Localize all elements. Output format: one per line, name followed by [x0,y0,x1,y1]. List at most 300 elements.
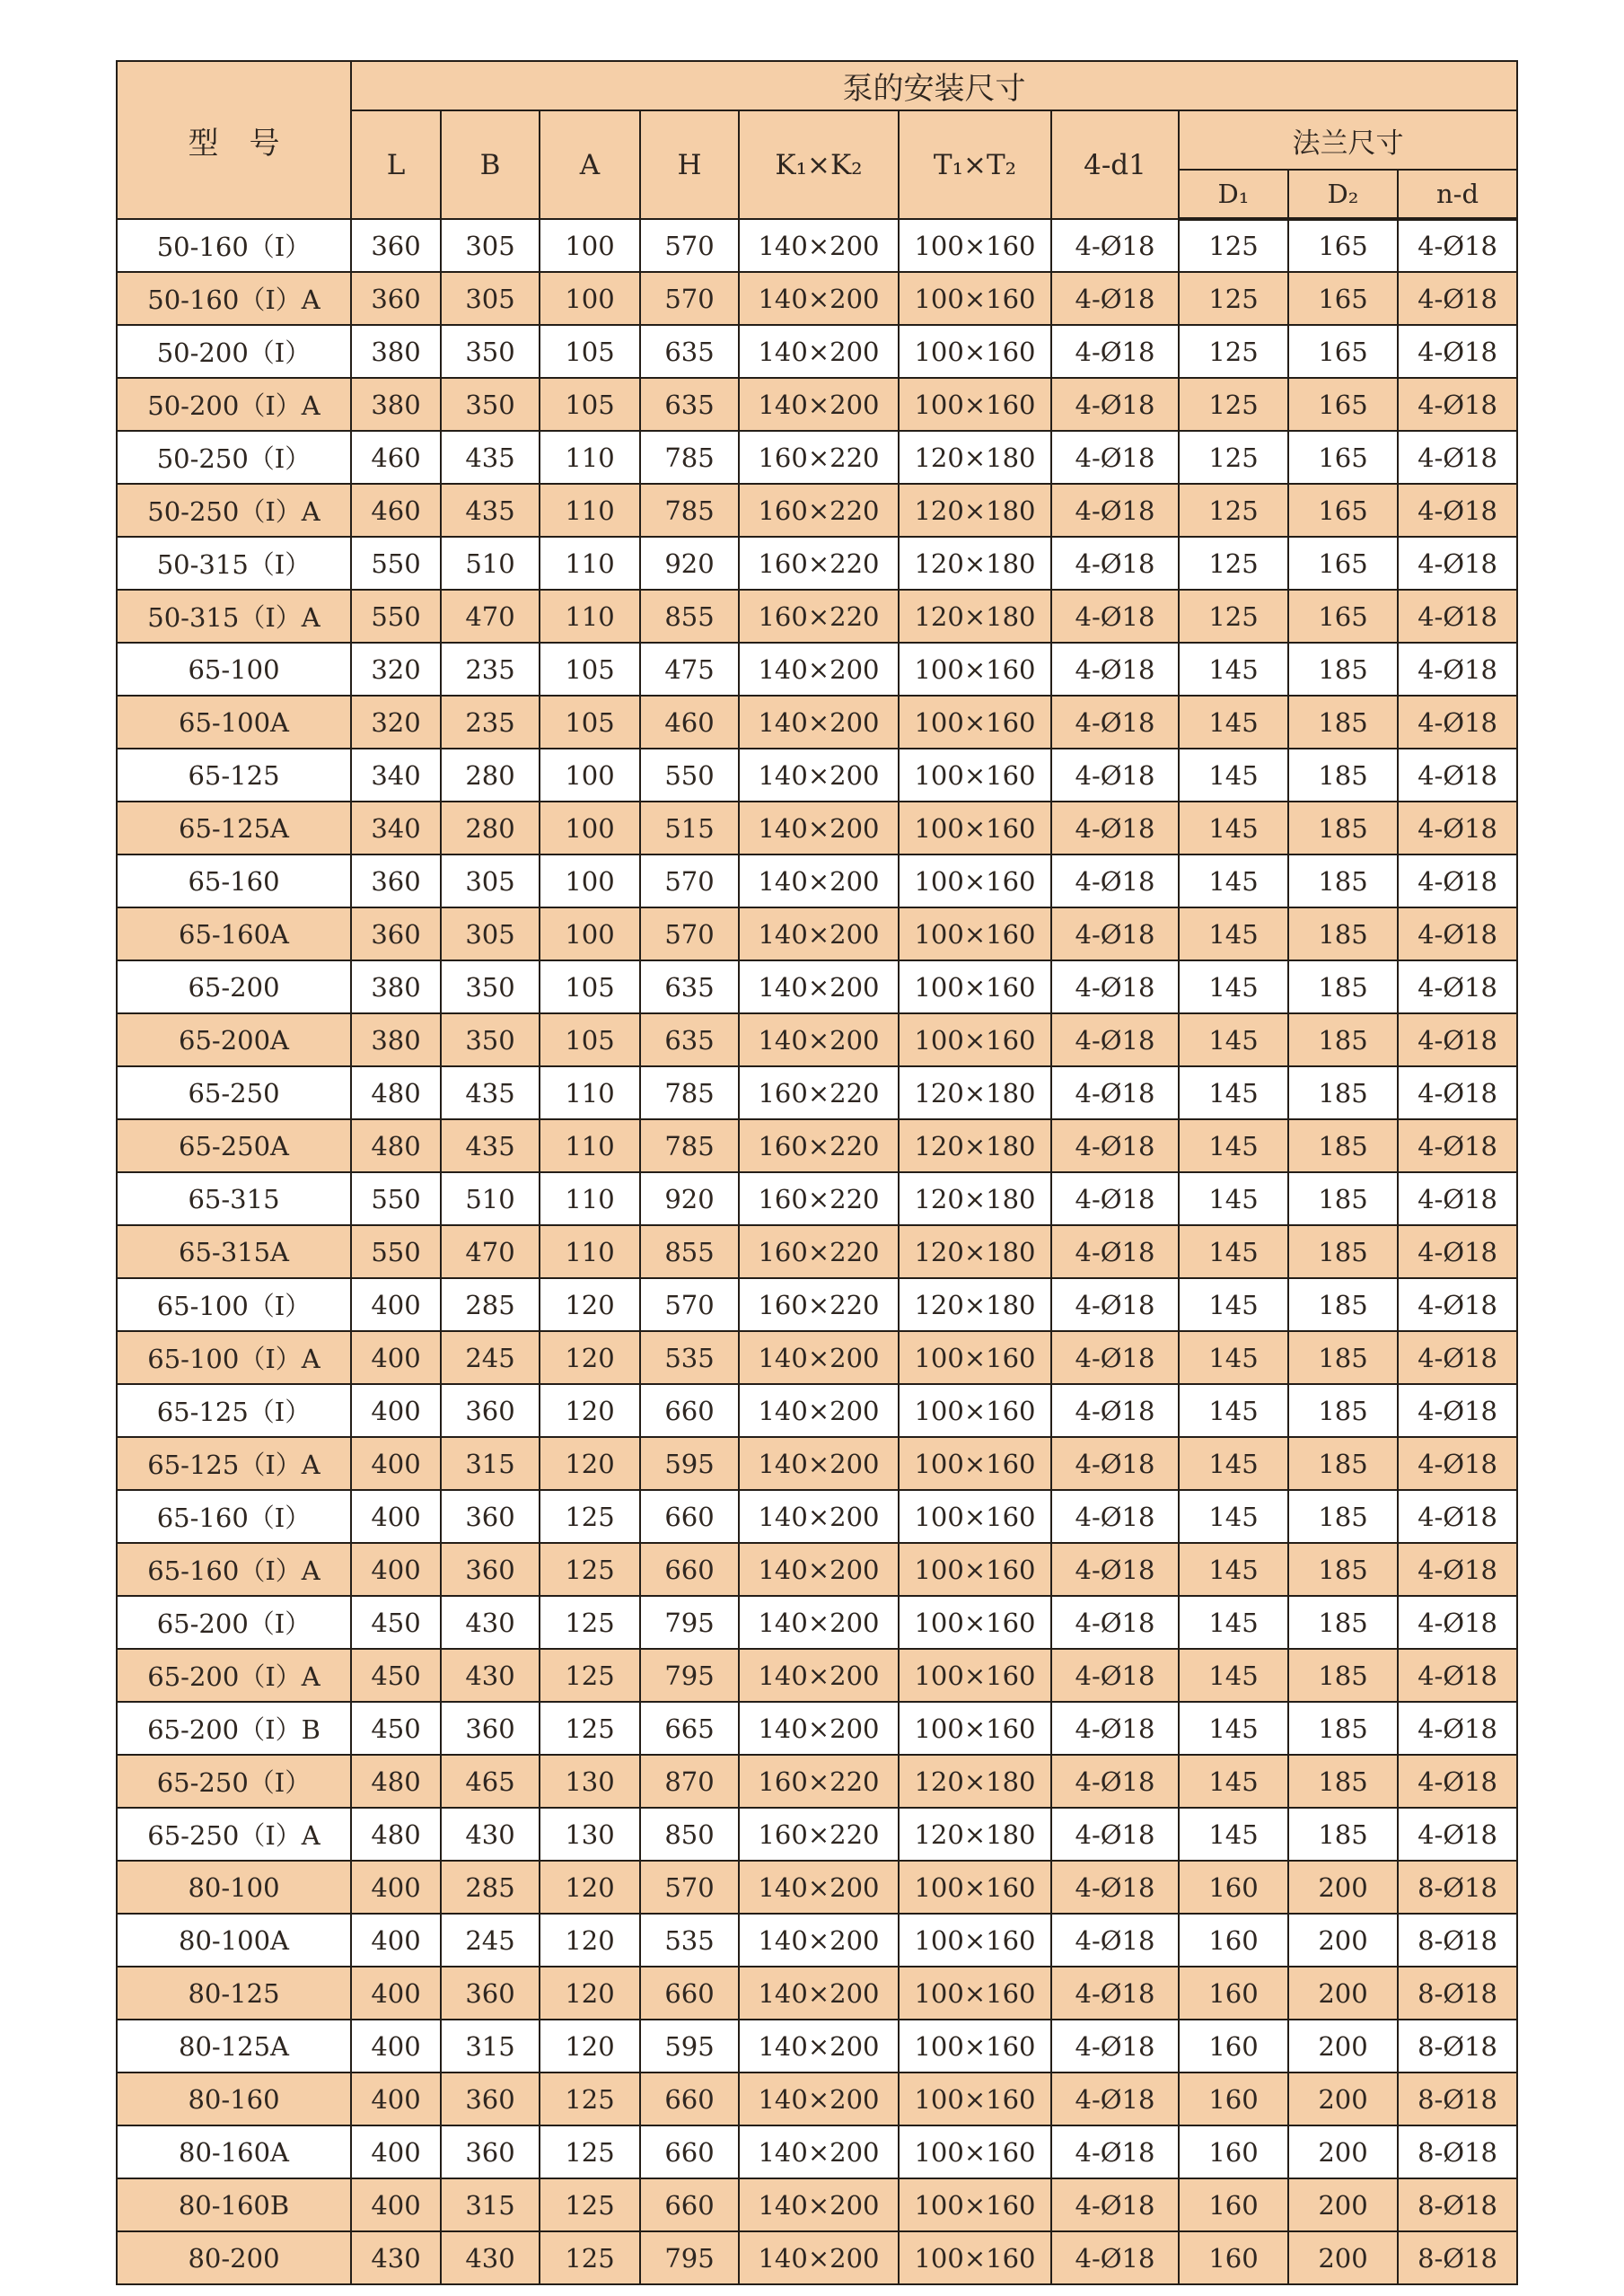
value-cell-T1xT2: 100×160 [899,2125,1051,2178]
value-cell-T1xT2: 100×160 [899,749,1051,802]
value-cell-T1xT2: 120×180 [899,537,1051,590]
value-cell-L: 550 [351,1225,441,1278]
value-cell-B: 235 [441,696,540,749]
model-cell: 65-100（I） [117,1278,351,1331]
value-cell-L: 550 [351,590,441,643]
value-cell-n-d: 4-Ø18 [1398,696,1517,749]
value-cell-B: 360 [441,1384,540,1437]
table-row [117,590,1517,643]
model-cell: 65-250（I） [117,1755,351,1808]
value-cell-n-d: 8-Ø18 [1398,2125,1517,2178]
value-cell-T1xT2: 100×160 [899,378,1051,431]
value-cell-L: 550 [351,1172,441,1225]
value-cell-H: 870 [640,1755,739,1808]
value-cell-D2: 200 [1288,2073,1398,2125]
table-row [117,1384,1517,1437]
model-cell: 80-200 [117,2231,351,2284]
model-cell: 65-125A [117,802,351,854]
model-cell: 65-160A [117,907,351,960]
value-cell-A: 125 [540,2231,640,2284]
value-cell-B: 285 [441,1278,540,1331]
table-row [117,431,1517,484]
value-cell-T1xT2: 100×160 [899,1914,1051,1967]
value-cell-4-d1: 4-Ø18 [1051,1755,1179,1808]
value-cell-D2: 185 [1288,1172,1398,1225]
value-cell-H: 475 [640,643,739,696]
table-row [117,2073,1517,2125]
model-cell: 65-100 [117,643,351,696]
value-cell-K1xK2: 140×200 [739,2178,899,2231]
table-row [117,484,1517,537]
value-cell-K1xK2: 140×200 [739,2073,899,2125]
value-cell-T1xT2: 100×160 [899,1861,1051,1914]
value-cell-B: 470 [441,590,540,643]
value-cell-4-d1: 4-Ø18 [1051,1437,1179,1490]
value-cell-K1xK2: 140×200 [739,696,899,749]
value-cell-K1xK2: 160×220 [739,1278,899,1331]
value-cell-D2: 185 [1288,1119,1398,1172]
value-cell-A: 105 [540,960,640,1013]
value-cell-H: 635 [640,1013,739,1066]
value-cell-B: 435 [441,484,540,537]
value-cell-D2: 200 [1288,1914,1398,1967]
value-cell-4-d1: 4-Ø18 [1051,272,1179,325]
value-cell-n-d: 4-Ø18 [1398,1596,1517,1649]
value-cell-A: 125 [540,2073,640,2125]
value-cell-K1xK2: 140×200 [739,272,899,325]
table-row [117,1808,1517,1861]
value-cell-T1xT2: 100×160 [899,854,1051,907]
value-cell-H: 570 [640,272,739,325]
value-cell-T1xT2: 120×180 [899,590,1051,643]
value-cell-4-d1: 4-Ø18 [1051,1490,1179,1543]
value-cell-n-d: 4-Ø18 [1398,802,1517,854]
value-cell-D1: 125 [1179,484,1288,537]
value-cell-B: 245 [441,1914,540,1967]
document-page [116,60,1518,2285]
value-cell-4-d1: 4-Ø18 [1051,2178,1179,2231]
model-cell: 65-100（I）A [117,1331,351,1384]
value-cell-D2: 200 [1288,2231,1398,2284]
value-cell-4-d1: 4-Ø18 [1051,1278,1179,1331]
value-cell-4-d1: 4-Ø18 [1051,696,1179,749]
table-row [117,2020,1517,2073]
value-cell-B: 360 [441,1543,540,1596]
value-cell-H: 550 [640,749,739,802]
value-cell-B: 360 [441,1967,540,2020]
value-cell-L: 360 [351,272,441,325]
value-cell-A: 125 [540,1596,640,1649]
value-cell-n-d: 4-Ø18 [1398,1278,1517,1331]
value-cell-D1: 145 [1179,1013,1288,1066]
value-cell-H: 660 [640,1967,739,2020]
value-cell-B: 470 [441,1225,540,1278]
model-cell: 50-250（I） [117,431,351,484]
value-cell-H: 570 [640,854,739,907]
value-cell-H: 595 [640,2020,739,2073]
value-cell-T1xT2: 100×160 [899,1437,1051,1490]
col-header-4-d1: 4-d1 [1051,110,1179,219]
value-cell-4-d1: 4-Ø18 [1051,2231,1179,2284]
value-cell-A: 120 [540,1437,640,1490]
value-cell-4-d1: 4-Ø18 [1051,1172,1179,1225]
table-row [117,960,1517,1013]
value-cell-T1xT2: 100×160 [899,960,1051,1013]
value-cell-D1: 145 [1179,1543,1288,1596]
model-cell: 65-250 [117,1066,351,1119]
value-cell-D2: 185 [1288,1278,1398,1331]
table-row [117,749,1517,802]
value-cell-D1: 145 [1179,1225,1288,1278]
model-cell: 50-315（I） [117,537,351,590]
table-row [117,1596,1517,1649]
value-cell-D2: 185 [1288,1649,1398,1702]
value-cell-T1xT2: 100×160 [899,1967,1051,2020]
value-cell-4-d1: 4-Ø18 [1051,590,1179,643]
value-cell-D1: 160 [1179,2178,1288,2231]
col-header-D2: D₂ [1288,170,1398,219]
value-cell-A: 130 [540,1755,640,1808]
value-cell-D1: 125 [1179,325,1288,378]
value-cell-K1xK2: 140×200 [739,219,899,272]
model-cell: 50-315（I）A [117,590,351,643]
value-cell-L: 380 [351,960,441,1013]
value-cell-L: 480 [351,1119,441,1172]
value-cell-A: 120 [540,1278,640,1331]
value-cell-4-d1: 4-Ø18 [1051,1914,1179,1967]
value-cell-4-d1: 4-Ø18 [1051,907,1179,960]
value-cell-4-d1: 4-Ø18 [1051,378,1179,431]
value-cell-4-d1: 4-Ø18 [1051,1861,1179,1914]
value-cell-4-d1: 4-Ø18 [1051,854,1179,907]
col-header-T1xT2: T₁×T₂ [899,110,1051,219]
value-cell-B: 360 [441,1702,540,1755]
table-row [117,1702,1517,1755]
model-cell: 80-100 [117,1861,351,1914]
model-cell: 65-125（I） [117,1384,351,1437]
model-cell: 80-160 [117,2073,351,2125]
model-cell: 65-200（I）A [117,1649,351,1702]
table-row [117,2231,1517,2284]
value-cell-B: 360 [441,1490,540,1543]
value-cell-D2: 165 [1288,537,1398,590]
value-cell-D1: 145 [1179,749,1288,802]
value-cell-4-d1: 4-Ø18 [1051,1013,1179,1066]
value-cell-D2: 185 [1288,643,1398,696]
value-cell-B: 430 [441,1808,540,1861]
model-cell: 50-160（I） [117,219,351,272]
value-cell-n-d: 8-Ø18 [1398,1914,1517,1967]
value-cell-D2: 165 [1288,272,1398,325]
value-cell-D1: 145 [1179,1649,1288,1702]
value-cell-B: 315 [441,2178,540,2231]
model-cell: 65-250A [117,1119,351,1172]
value-cell-D1: 160 [1179,2073,1288,2125]
value-cell-D2: 185 [1288,1808,1398,1861]
value-cell-D1: 145 [1179,1755,1288,1808]
value-cell-A: 110 [540,1119,640,1172]
table-row [117,272,1517,325]
value-cell-H: 920 [640,537,739,590]
value-cell-T1xT2: 100×160 [899,2020,1051,2073]
value-cell-A: 100 [540,749,640,802]
value-cell-K1xK2: 140×200 [739,1437,899,1490]
value-cell-D2: 185 [1288,1225,1398,1278]
value-cell-n-d: 4-Ø18 [1398,1755,1517,1808]
value-cell-A: 110 [540,484,640,537]
value-cell-B: 280 [441,749,540,802]
value-cell-K1xK2: 140×200 [739,2125,899,2178]
value-cell-D1: 145 [1179,1384,1288,1437]
value-cell-L: 400 [351,2178,441,2231]
value-cell-n-d: 4-Ø18 [1398,643,1517,696]
value-cell-A: 100 [540,907,640,960]
value-cell-K1xK2: 140×200 [739,1384,899,1437]
value-cell-n-d: 4-Ø18 [1398,1119,1517,1172]
value-cell-H: 660 [640,1543,739,1596]
value-cell-n-d: 4-Ø18 [1398,1066,1517,1119]
table-row [117,1013,1517,1066]
table-row [117,802,1517,854]
value-cell-n-d: 8-Ø18 [1398,1967,1517,2020]
value-cell-D2: 185 [1288,1543,1398,1596]
value-cell-L: 340 [351,749,441,802]
value-cell-H: 855 [640,1225,739,1278]
value-cell-n-d: 4-Ø18 [1398,1172,1517,1225]
value-cell-4-d1: 4-Ø18 [1051,960,1179,1013]
model-cell: 50-200（I） [117,325,351,378]
value-cell-L: 400 [351,1331,441,1384]
value-cell-K1xK2: 140×200 [739,2020,899,2073]
value-cell-D1: 125 [1179,272,1288,325]
value-cell-D2: 185 [1288,1490,1398,1543]
value-cell-L: 400 [351,2073,441,2125]
value-cell-n-d: 4-Ø18 [1398,484,1517,537]
value-cell-B: 305 [441,272,540,325]
value-cell-4-d1: 4-Ø18 [1051,1331,1179,1384]
value-cell-L: 360 [351,854,441,907]
value-cell-4-d1: 4-Ø18 [1051,802,1179,854]
table-row [117,1755,1517,1808]
value-cell-D1: 125 [1179,219,1288,272]
model-cell: 65-315 [117,1172,351,1225]
value-cell-4-d1: 4-Ø18 [1051,325,1179,378]
value-cell-H: 515 [640,802,739,854]
value-cell-B: 430 [441,1649,540,1702]
value-cell-L: 430 [351,2231,441,2284]
value-cell-L: 380 [351,378,441,431]
value-cell-B: 430 [441,2231,540,2284]
value-cell-D2: 185 [1288,1013,1398,1066]
value-cell-4-d1: 4-Ø18 [1051,1596,1179,1649]
value-cell-4-d1: 4-Ø18 [1051,537,1179,590]
value-cell-T1xT2: 100×160 [899,2073,1051,2125]
value-cell-D1: 160 [1179,2020,1288,2073]
table-row [117,1914,1517,1967]
model-cell: 65-160（I）A [117,1543,351,1596]
value-cell-n-d: 4-Ø18 [1398,1649,1517,1702]
value-cell-A: 125 [540,1649,640,1702]
value-cell-n-d: 4-Ø18 [1398,1490,1517,1543]
value-cell-n-d: 4-Ø18 [1398,907,1517,960]
value-cell-D1: 145 [1179,1331,1288,1384]
value-cell-B: 235 [441,643,540,696]
value-cell-L: 400 [351,1278,441,1331]
value-cell-4-d1: 4-Ø18 [1051,1702,1179,1755]
value-cell-A: 120 [540,2020,640,2073]
value-cell-n-d: 4-Ø18 [1398,219,1517,272]
value-cell-K1xK2: 140×200 [739,749,899,802]
value-cell-A: 105 [540,696,640,749]
value-cell-D2: 185 [1288,802,1398,854]
value-cell-H: 850 [640,1808,739,1861]
value-cell-n-d: 8-Ø18 [1398,2073,1517,2125]
value-cell-B: 245 [441,1331,540,1384]
table-row [117,854,1517,907]
value-cell-H: 660 [640,2125,739,2178]
value-cell-A: 110 [540,1172,640,1225]
value-cell-D2: 165 [1288,325,1398,378]
value-cell-D2: 185 [1288,907,1398,960]
value-cell-4-d1: 4-Ø18 [1051,1967,1179,2020]
value-cell-n-d: 4-Ø18 [1398,1331,1517,1384]
model-cell: 80-125 [117,1967,351,2020]
value-cell-n-d: 4-Ø18 [1398,378,1517,431]
value-cell-4-d1: 4-Ø18 [1051,749,1179,802]
value-cell-A: 125 [540,1490,640,1543]
value-cell-T1xT2: 100×160 [899,643,1051,696]
value-cell-K1xK2: 160×220 [739,590,899,643]
col-header-A: A [540,110,640,219]
value-cell-D1: 145 [1179,1490,1288,1543]
value-cell-K1xK2: 140×200 [739,1596,899,1649]
value-cell-K1xK2: 160×220 [739,1066,899,1119]
value-cell-B: 435 [441,1066,540,1119]
value-cell-D1: 160 [1179,2231,1288,2284]
value-cell-H: 660 [640,2178,739,2231]
value-cell-4-d1: 4-Ø18 [1051,1225,1179,1278]
value-cell-H: 795 [640,1596,739,1649]
value-cell-D1: 125 [1179,537,1288,590]
value-cell-B: 315 [441,2020,540,2073]
value-cell-D1: 145 [1179,643,1288,696]
value-cell-D2: 185 [1288,1331,1398,1384]
value-cell-4-d1: 4-Ø18 [1051,1808,1179,1861]
value-cell-L: 550 [351,537,441,590]
value-cell-K1xK2: 140×200 [739,960,899,1013]
model-cell: 80-100A [117,1914,351,1967]
value-cell-4-d1: 4-Ø18 [1051,219,1179,272]
value-cell-D2: 185 [1288,1755,1398,1808]
value-cell-A: 105 [540,378,640,431]
value-cell-L: 400 [351,1543,441,1596]
value-cell-D1: 125 [1179,378,1288,431]
value-cell-K1xK2: 140×200 [739,907,899,960]
value-cell-n-d: 8-Ø18 [1398,2178,1517,2231]
col-header-K1xK2: K₁×K₂ [739,110,899,219]
value-cell-D1: 160 [1179,2125,1288,2178]
value-cell-D1: 145 [1179,1066,1288,1119]
value-cell-H: 535 [640,1331,739,1384]
value-cell-D2: 185 [1288,854,1398,907]
model-cell: 80-125A [117,2020,351,2073]
value-cell-H: 660 [640,2073,739,2125]
value-cell-n-d: 4-Ø18 [1398,272,1517,325]
value-cell-B: 435 [441,1119,540,1172]
value-cell-D1: 145 [1179,1702,1288,1755]
value-cell-B: 360 [441,2073,540,2125]
value-cell-B: 350 [441,960,540,1013]
value-cell-T1xT2: 100×160 [899,325,1051,378]
value-cell-A: 100 [540,854,640,907]
value-cell-H: 785 [640,484,739,537]
value-cell-A: 105 [540,325,640,378]
value-cell-B: 510 [441,1172,540,1225]
model-cell: 50-250（I）A [117,484,351,537]
value-cell-D1: 160 [1179,1861,1288,1914]
model-cell: 65-200（I）B [117,1702,351,1755]
value-cell-A: 120 [540,1384,640,1437]
value-cell-4-d1: 4-Ø18 [1051,2073,1179,2125]
value-cell-A: 110 [540,1225,640,1278]
value-cell-A: 105 [540,1013,640,1066]
value-cell-4-d1: 4-Ø18 [1051,1119,1179,1172]
value-cell-D1: 145 [1179,854,1288,907]
value-cell-D2: 200 [1288,1967,1398,2020]
value-cell-K1xK2: 160×220 [739,1119,899,1172]
value-cell-L: 400 [351,1437,441,1490]
value-cell-A: 120 [540,1331,640,1384]
value-cell-H: 855 [640,590,739,643]
table-row [117,1225,1517,1278]
table-row [117,1649,1517,1702]
model-cell: 80-160B [117,2178,351,2231]
value-cell-K1xK2: 160×220 [739,431,899,484]
model-cell: 65-125 [117,749,351,802]
table-row [117,2125,1517,2178]
col-header-n-d: n-d [1398,170,1517,219]
value-cell-A: 100 [540,219,640,272]
value-cell-D2: 200 [1288,2020,1398,2073]
table-row [117,1490,1517,1543]
col-header-B: B [441,110,540,219]
value-cell-A: 110 [540,590,640,643]
value-cell-D1: 145 [1179,802,1288,854]
value-cell-H: 785 [640,1119,739,1172]
value-cell-B: 465 [441,1755,540,1808]
value-cell-L: 400 [351,1861,441,1914]
value-cell-n-d: 4-Ø18 [1398,1702,1517,1755]
value-cell-H: 595 [640,1437,739,1490]
value-cell-A: 110 [540,537,640,590]
table-body [117,219,1517,2284]
value-cell-4-d1: 4-Ø18 [1051,643,1179,696]
value-cell-n-d: 4-Ø18 [1398,1808,1517,1861]
value-cell-T1xT2: 120×180 [899,1119,1051,1172]
value-cell-D2: 185 [1288,749,1398,802]
value-cell-n-d: 4-Ø18 [1398,1013,1517,1066]
model-cell: 65-160（I） [117,1490,351,1543]
table-row [117,907,1517,960]
value-cell-n-d: 4-Ø18 [1398,1384,1517,1437]
value-cell-4-d1: 4-Ø18 [1051,431,1179,484]
value-cell-A: 130 [540,1808,640,1861]
value-cell-L: 480 [351,1066,441,1119]
model-cell: 65-200 [117,960,351,1013]
value-cell-B: 510 [441,537,540,590]
value-cell-K1xK2: 140×200 [739,2231,899,2284]
value-cell-A: 120 [540,1861,640,1914]
